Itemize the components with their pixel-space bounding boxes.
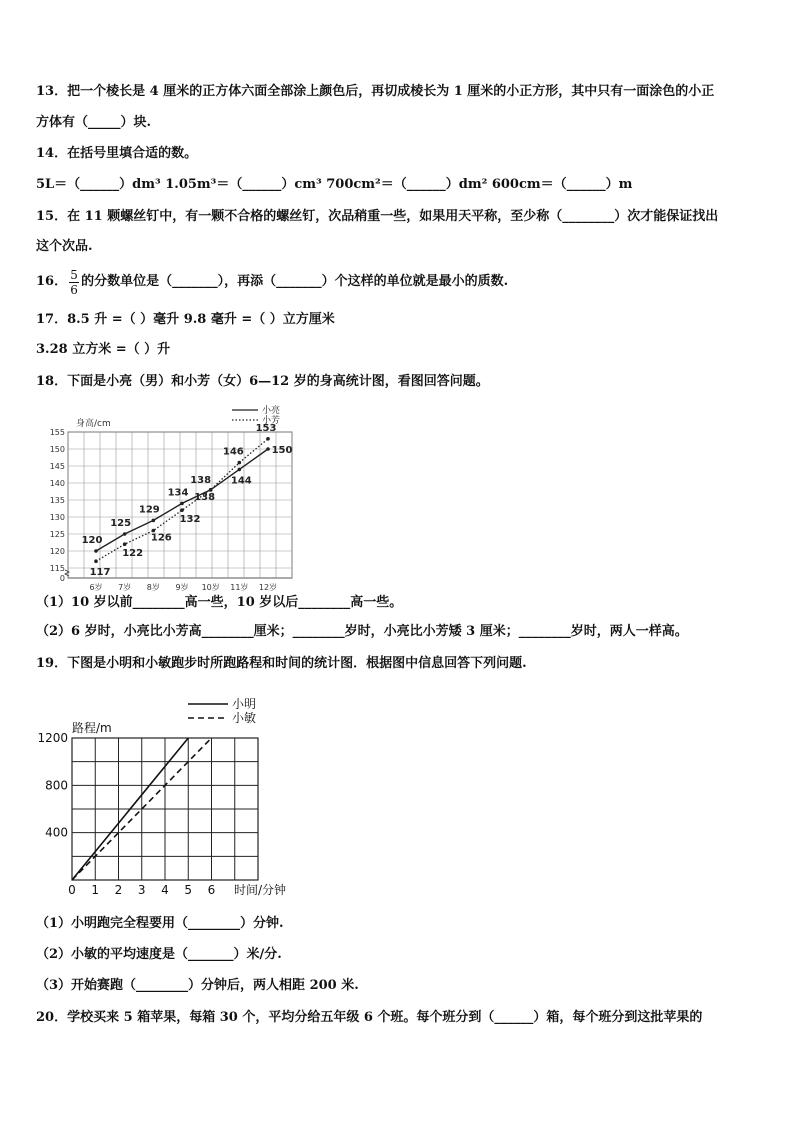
y-tick-label: 150 bbox=[49, 445, 65, 454]
y-tick-label: 400 bbox=[45, 825, 68, 840]
q16-prefix: 16． bbox=[36, 274, 68, 289]
x-tick-label: 3 bbox=[137, 883, 146, 897]
data-label: 125 bbox=[110, 518, 132, 529]
y-tick-label: 120 bbox=[49, 547, 65, 556]
x-tick-label: 9岁 bbox=[175, 583, 189, 592]
legend-label: 小敏 bbox=[232, 711, 257, 725]
x-tick-label: 2 bbox=[114, 883, 123, 897]
data-label: 153 bbox=[255, 422, 277, 434]
y-tick-label: 130 bbox=[49, 513, 65, 522]
data-label: 120 bbox=[81, 535, 103, 546]
data-point bbox=[152, 519, 156, 523]
legend-label: 小明 bbox=[232, 697, 257, 711]
data-label: 138 bbox=[194, 491, 216, 503]
data-point bbox=[266, 447, 270, 451]
legend-label: 小亮 bbox=[262, 406, 281, 416]
x-tick-label: 10岁 bbox=[201, 583, 220, 592]
y-tick-label: 125 bbox=[49, 530, 65, 539]
q20-line1: 20．学校买来 5 箱苹果，每箱 30 个，平均分给五年级 6 个班。每个班分到（______）箱，每个班分到这批苹果的 bbox=[36, 1010, 703, 1025]
x-tick-label: 0 bbox=[68, 883, 76, 897]
q16-numerator: 5 bbox=[70, 267, 78, 282]
data-point bbox=[123, 532, 127, 536]
x-tick-label: 1 bbox=[91, 883, 100, 897]
q13-line1: 13．把一个棱长是 4 厘米的正方体六面全部涂上颜色后，再切成棱长为 1 厘米的小正方形，其中只有一面涂色的小正 bbox=[36, 84, 715, 99]
q14-line: 5L＝（______）dm³ 1.05m³＝（______）cm³ 700cm²＝（______）dm² 600cm＝（______）m bbox=[36, 177, 633, 192]
x-tick-label: 7岁 bbox=[118, 583, 132, 592]
y-tick-label: 135 bbox=[49, 496, 65, 505]
y-tick-label: 155 bbox=[49, 428, 65, 437]
q16-denominator: 6 bbox=[70, 282, 78, 297]
x-tick-label: 6 bbox=[207, 883, 216, 897]
q14-title: 14．在括号里填合适的数。 bbox=[36, 146, 198, 161]
x-tick-label: 5 bbox=[184, 883, 193, 897]
data-label: 138 bbox=[190, 474, 212, 486]
height-line-chart bbox=[36, 400, 300, 592]
y-tick-label: 800 bbox=[45, 778, 68, 793]
q16-suffix: 的分数单位是（_______），再添（_______）个这样的单位就是最小的质数. bbox=[81, 274, 509, 289]
data-label: 144 bbox=[230, 475, 252, 487]
q17-line2: 3.28 立方米 =（ ）升 bbox=[36, 342, 171, 357]
data-point bbox=[180, 502, 184, 506]
data-label: 129 bbox=[138, 504, 160, 516]
data-label: 117 bbox=[89, 567, 111, 579]
y-axis-label: 路程/m bbox=[72, 721, 112, 735]
data-label: 150 bbox=[271, 445, 293, 456]
y-tick-label: 145 bbox=[49, 462, 65, 471]
data-point bbox=[94, 559, 98, 563]
q15-line2: 这个次品. bbox=[36, 239, 93, 254]
y-axis-label: 身高/cm bbox=[76, 419, 111, 429]
x-tick-label: 6岁 bbox=[89, 583, 103, 592]
q18-title: 18．下面是小亮（男）和小芳（女）6—12 岁的身高统计图，看图回答问题。 bbox=[36, 374, 489, 389]
data-point bbox=[94, 549, 98, 553]
q18-sub2: （2）6 岁时，小亮比小芳高________厘米；________岁时，小亮比小芳矮 3 厘米；________岁时，两人一样高。 bbox=[36, 624, 688, 639]
q19-sub3: （3）开始赛跑（________）分钟后，两人相距 200 米. bbox=[36, 978, 359, 993]
q17-line1: 17．8.5 升 =（ ）毫升 9.8 毫升 =（ ）立方厘米 bbox=[36, 312, 335, 327]
data-point bbox=[238, 461, 242, 465]
x-tick-label: 12岁 bbox=[258, 583, 278, 592]
data-label: 134 bbox=[167, 487, 189, 499]
x-tick-label: 8岁 bbox=[146, 583, 160, 592]
distance-time-chart bbox=[36, 690, 326, 895]
data-point bbox=[123, 542, 127, 546]
y-tick-label: 1200 bbox=[37, 731, 68, 745]
y-tick-label: 140 bbox=[49, 479, 65, 488]
q19-title: 19．下图是小明和小敏跑步时所跑路程和时间的统计图．根据图中信息回答下列问题. bbox=[36, 656, 527, 671]
q16-line bbox=[36, 266, 508, 298]
q15-line1: 15．在 11 颗螺丝钉中，有一颗不合格的螺丝钉，次品稍重一些，如果用天平称，至少称（________）次才能保证找出 bbox=[36, 209, 719, 224]
data-point bbox=[238, 468, 242, 472]
q13-line2: 方体有（_____）块. bbox=[36, 115, 152, 130]
x-tick-label: 11岁 bbox=[230, 583, 249, 592]
data-point bbox=[180, 508, 184, 512]
y-tick-label-zero: 0 bbox=[59, 574, 65, 583]
data-point bbox=[266, 437, 270, 441]
q19-sub2: （2）小敏的平均速度是（_______）米/分. bbox=[36, 947, 282, 962]
data-label: 132 bbox=[179, 514, 201, 526]
q16-fraction bbox=[69, 268, 79, 297]
y-tick-label: 115 bbox=[49, 564, 65, 573]
q19-sub1: （1）小明跑完全程要用（________）分钟. bbox=[36, 916, 284, 931]
legend-label: 小芳 bbox=[262, 416, 281, 426]
x-axis-label: 时间/分钟 bbox=[234, 883, 287, 897]
q18-sub1: （1）10 岁以前________高一些，10 岁以后________高一些。 bbox=[36, 595, 403, 610]
data-label: 122 bbox=[122, 548, 144, 560]
data-label: 146 bbox=[222, 446, 244, 458]
data-label: 126 bbox=[150, 532, 172, 544]
x-tick-label: 4 bbox=[161, 883, 169, 897]
